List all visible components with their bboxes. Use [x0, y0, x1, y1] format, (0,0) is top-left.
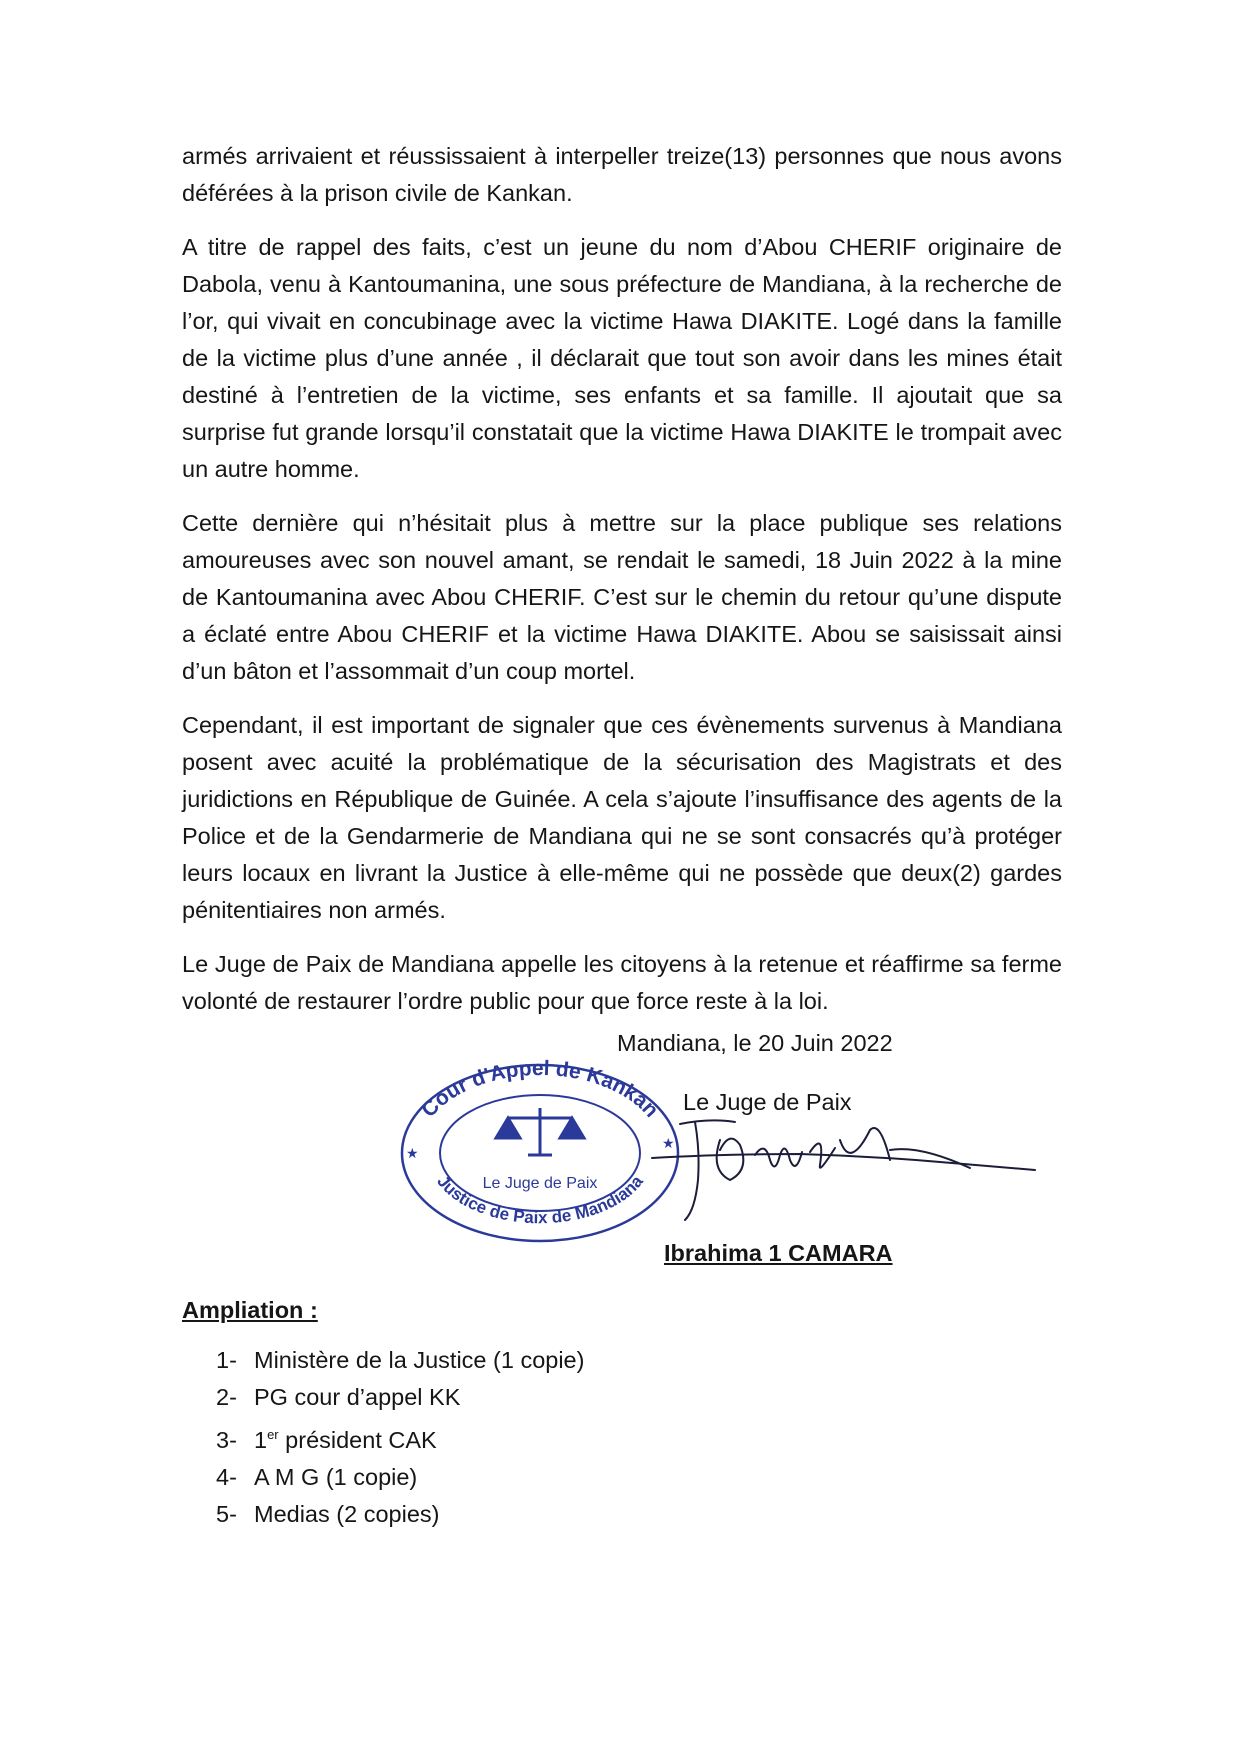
list-item: 4- A M G (1 copie)	[216, 1463, 418, 1490]
list-item: 1- Ministère de la Justice (1 copie)	[216, 1347, 585, 1373]
signer-name: Ibrahima 1 CAMARA	[664, 1240, 893, 1266]
paragraph: Cette dernière qui n’hésitait plus à mettre sur la place publique ses relations amoureuses avec son nouvel amant, se rendait le samedi, 18 Juin 2022 à la mine de Kantoumanina avec Abou CHERIF. C’est sur le chemin du retour qu’une dispute a éclaté entre Abou CHERIF et la victime Hawa DIAKITE. Abou se saisissait ainsi d’un bâton et l’assommait d’un coup mortel.	[182, 510, 1062, 684]
paragraph: armés arrivaient et réussissaient à interpeller treize(13) personnes que nous avons déférées à la prison civile de Kankan.	[182, 143, 1062, 206]
list-item: 2- PG cour d’appel KK	[216, 1384, 461, 1410]
stamp-top-text: Cour d'Appel de Kankan	[417, 1058, 664, 1122]
paragraph: Le Juge de Paix de Mandiana appelle les citoyens à la retenue et réaffirme sa ferme volonté de restaurer l’ordre public pour que force reste à la loi.	[182, 951, 1062, 1014]
ampliation-list	[216, 1342, 584, 1533]
date-place: Mandiana, le 20 Juin 2022	[617, 1030, 893, 1056]
body-text	[182, 138, 1062, 1037]
stamp-bottom-text: Justice de Paix de Mandiana	[433, 1171, 647, 1228]
paragraph: Cependant, il est important de signaler que ces évènements survenus à Mandiana posent avec acuité la problématique de la sécurisation des Magistrats et des juridictions en République de Guinée. A cela s’ajoute l’insuffisance des agents de la Police et de la Gendarmerie de Mandiana qui ne se sont consacrés qu’à protéger leurs locaux en livrant la Justice à elle-même qui ne possède que deux(2) gardes pénitentiaires non armés.	[182, 712, 1062, 923]
star-icon: ★	[662, 1135, 675, 1151]
stamp-center-text: Le Juge de Paix	[482, 1175, 598, 1192]
list-item: 5- Medias (2 copies)	[216, 1500, 440, 1527]
star-icon: ★	[406, 1145, 419, 1161]
ampliation-title: Ampliation :	[182, 1297, 318, 1323]
signer-role: Le Juge de Paix	[683, 1089, 852, 1115]
list-item: 3- 1er président CAK	[216, 1426, 437, 1453]
scales-icon	[496, 1108, 584, 1155]
handwritten-signature	[640, 1110, 1040, 1230]
paragraph: A titre de rappel des faits, c’est un jeune du nom d’Abou CHERIF originaire de Dabola, venu à Kantoumanina, une sous préfecture de Mandiana, à la recherche de l’or, qui vivait en concubinage avec la victime Hawa DIAKITE. Logé dans la famille de la victime plus d’une année , il déclarait que tout son avoir dans les mines était destiné à l’entretien de la victime, ses enfants et sa famille. Il ajoutait que sa surprise fut grande lorsqu’il constatait que la victime Hawa DIAKITE le trompait avec un autre homme.	[182, 234, 1062, 482]
